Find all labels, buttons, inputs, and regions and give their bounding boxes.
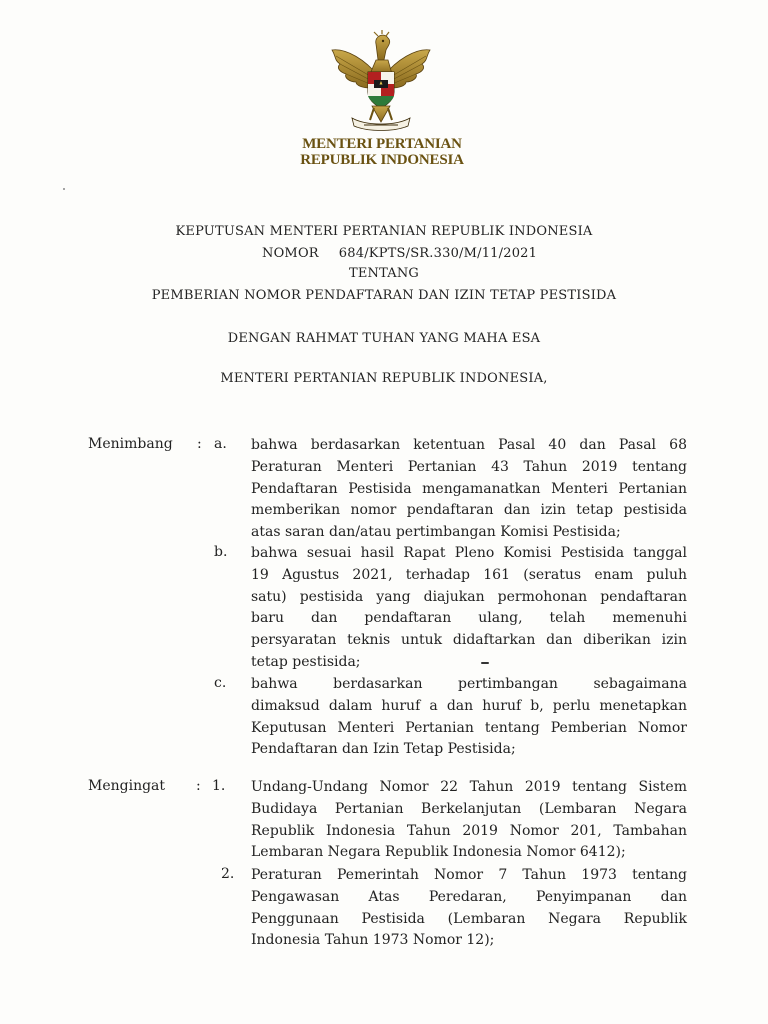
text-line: Undang-Undang Nomor 22 Tahun 2019 tentang Sistem xyxy=(251,779,687,795)
text-line: 19 Agustus 2021, terhadap 161 (seratus enam puluh xyxy=(251,566,687,583)
authority-title: MENTERI PERTANIAN xyxy=(302,136,462,152)
garuda-emblem-icon xyxy=(326,30,436,134)
text-line: bahwa berdasarkan ketentuan Pasal 40 dan Pasal 68 xyxy=(251,437,687,453)
text-line: Peraturan Menteri Pertanian 43 Tahun 2019 tentang xyxy=(251,458,687,475)
text-line: satu) pestisida yang diajukan permohonan pendaftaran xyxy=(251,588,687,605)
text-line: Peraturan Pemerintah Nomor 7 Tahun 1973 tentang xyxy=(251,867,687,883)
text-line: dimaksud dalam huruf a dan huruf b, perlu menetapkan xyxy=(251,697,687,714)
menimbang-label: Menimbang xyxy=(88,436,173,452)
text-line: atas saran dan/atau pertimbangan Komisi Pestisida; xyxy=(251,524,621,541)
scan-speck xyxy=(481,662,489,664)
mengingat-item-2 xyxy=(251,865,687,952)
tentang-heading: TENTANG xyxy=(348,266,420,281)
menimbang-marker-b: b. xyxy=(214,544,228,560)
mengingat-label: Mengingat xyxy=(88,778,166,794)
decree-number-value: 684/KPTS/SR.330/M/11/2021 xyxy=(338,246,538,261)
mengingat-marker-2: 2. xyxy=(221,866,235,882)
mengingat-marker-1: 1. xyxy=(212,778,226,794)
text-line: Republik Indonesia Tahun 2019 Nomor 201, Tambahan xyxy=(251,822,687,839)
text-line: Budidaya Pertanian Berkelanjutan (Lembaran Negara xyxy=(251,800,687,817)
text-line: bahwa sesuai hasil Rapat Pleno Komisi Pestisida tanggal xyxy=(251,545,687,561)
text-line: memberikan nomor pendaftaran dan izin tetap pestisida xyxy=(251,502,687,519)
text-line: Lembaran Negara Republik Indonesia Nomor 6412); xyxy=(251,844,626,861)
text-line: Pendaftaran Pestisida mengamanatkan Menteri Pertanian xyxy=(251,480,687,497)
menimbang-marker-c: c. xyxy=(214,675,227,691)
text-line: baru dan pendaftaran ulang, telah memenuhi xyxy=(251,610,687,627)
menimbang-colon: : xyxy=(197,436,202,452)
authority-country: REPUBLIK INDONESIA xyxy=(300,152,464,168)
minister-line: MENTERI PERTANIAN REPUBLIK INDONESIA, xyxy=(220,371,548,386)
text-line: bahwa berdasarkan pertimbangan sebagaimana xyxy=(251,676,687,692)
menimbang-item-c xyxy=(251,674,687,761)
decree-number xyxy=(262,246,537,261)
issuing-authority xyxy=(232,136,532,168)
decree-subject: PEMBERIAN NOMOR PENDAFTARAN DAN IZIN TETAP PESTISIDA xyxy=(151,288,617,303)
scan-speck xyxy=(63,188,65,190)
text-line: tetap pestisida; xyxy=(251,653,361,670)
decree-title: KEPUTUSAN MENTERI PERTANIAN REPUBLIK INDONESIA xyxy=(175,224,593,239)
text-line: Keputusan Menteri Pertanian tentang Pemberian Nomor xyxy=(251,719,687,736)
menimbang-marker-a: a. xyxy=(214,436,227,452)
rahmat-line: DENGAN RAHMAT TUHAN YANG MAHA ESA xyxy=(227,331,541,346)
decree-number-label: NOMOR xyxy=(262,246,319,261)
text-line: Pendaftaran dan Izin Tetap Pestisida; xyxy=(251,741,516,758)
text-line: Indonesia Tahun 1973 Nomor 12); xyxy=(251,932,495,949)
menimbang-item-a xyxy=(251,435,687,544)
text-line: persyaratan teknis untuk didaftarkan dan diberikan izin xyxy=(251,632,687,649)
mengingat-colon: : xyxy=(196,778,201,794)
mengingat-item-1 xyxy=(251,777,687,864)
text-line: Pengawasan Atas Peredaran, Penyimpanan dan xyxy=(251,888,687,905)
text-line: Penggunaan Pestisida (Lembaran Negara Republik xyxy=(251,910,687,927)
menimbang-item-b xyxy=(251,543,687,674)
